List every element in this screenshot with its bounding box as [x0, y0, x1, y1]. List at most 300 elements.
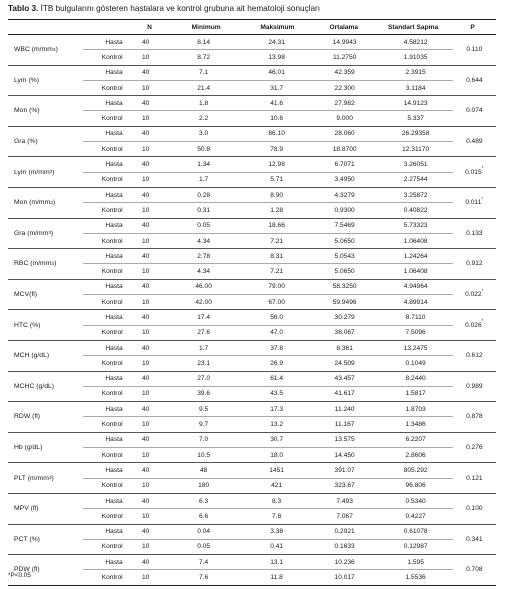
- mean-cell: 6.7071: [334, 161, 355, 169]
- minimum-cell: 39.6: [197, 390, 211, 398]
- maximum-cell: 12.98: [268, 161, 285, 169]
- minimum-cell: 21.4: [197, 84, 211, 92]
- table-row-group: [8, 463, 496, 494]
- maximum-cell: 79.00: [268, 283, 285, 291]
- minimum-cell: 50.8: [197, 145, 211, 153]
- p-value: 0.341: [466, 535, 483, 543]
- table-body: [8, 35, 496, 585]
- p-value: 0.011: [465, 199, 482, 207]
- minimum-cell: 7.1: [199, 69, 209, 77]
- group-name-cell: Hasta: [105, 436, 123, 444]
- table-row: [83, 494, 453, 508]
- group-subrows: [83, 280, 453, 310]
- std-dev-cell: 2.3915: [405, 69, 426, 77]
- n-cell: 10: [141, 298, 150, 306]
- parameter-name: PCT (%): [14, 535, 40, 543]
- p-value: 0.133: [466, 229, 483, 237]
- minimum-cell: 17.4: [197, 313, 211, 321]
- minimum-cell: 7.6: [199, 574, 209, 582]
- minimum-cell: 1.34: [197, 161, 211, 169]
- table-row: [83, 110, 453, 125]
- p-value-cell: 0.026 *: [465, 319, 484, 329]
- std-dev-cell: 8.7110: [405, 313, 426, 321]
- group-name-cell: Hasta: [105, 161, 123, 169]
- group-name-cell: Kontrol: [101, 421, 123, 429]
- table-row: [83, 263, 453, 278]
- maximum-cell: 47.0: [270, 329, 284, 337]
- table-row: [83, 416, 453, 431]
- parameter-cell: PLT (m/mm $^3$ ): [14, 474, 54, 482]
- std-dev-cell: 3.25872: [403, 191, 428, 199]
- group-name-cell: Kontrol: [101, 512, 123, 520]
- minimum-cell: 1.8: [199, 99, 209, 107]
- mean-cell: 7.067: [336, 512, 353, 520]
- hematology-table: [8, 19, 496, 586]
- group-name-cell: Kontrol: [101, 176, 123, 184]
- group-name-cell: Hasta: [105, 38, 123, 46]
- std-dev-cell: 7.5096: [405, 329, 426, 337]
- parameter-name: PLT (m/mm: [14, 474, 49, 482]
- maximum-cell: 37.8: [270, 344, 284, 352]
- mean-cell: 10.236: [334, 558, 355, 566]
- table-row: [83, 172, 453, 187]
- mean-cell: 38.067: [334, 329, 355, 337]
- n-cell: 40: [141, 99, 150, 107]
- minimum-cell: 0.28: [197, 191, 211, 199]
- n-cell: 40: [141, 161, 150, 169]
- std-dev-cell: 1.06408: [403, 268, 428, 276]
- p-value-cell: [453, 96, 496, 126]
- table-row-group: [8, 66, 496, 97]
- p-value: 0.074: [466, 107, 483, 115]
- parameter-cell: [8, 372, 83, 402]
- table-row: [83, 157, 453, 171]
- std-dev-cell: 1.5817: [405, 390, 426, 398]
- n-cell: 10: [141, 359, 150, 367]
- mean-cell: 0.1633: [334, 543, 355, 551]
- p-value-cell: [453, 127, 496, 157]
- p-value-cell: [453, 494, 496, 524]
- maximum-cell: 13.1: [270, 558, 284, 566]
- n-cell: 10: [141, 206, 150, 214]
- std-dev-cell: 0.5340: [405, 497, 426, 505]
- minimum-cell: 8.72: [197, 53, 211, 61]
- table-row-group: [8, 127, 496, 158]
- std-dev-cell: 14.9123: [403, 99, 428, 107]
- n-cell: 40: [141, 558, 150, 566]
- mean-cell: 28.060: [334, 130, 355, 138]
- table-row-group: [8, 494, 496, 525]
- std-dev-cell: 5.337: [407, 115, 424, 123]
- table-row-group: [8, 555, 496, 585]
- p-value-cell: [453, 35, 496, 65]
- n-cell: 10: [141, 115, 150, 123]
- mean-cell: 5.0543: [334, 252, 355, 260]
- std-dev-cell: 3.26051: [403, 161, 428, 169]
- group-name-cell: Kontrol: [101, 390, 123, 398]
- std-dev-cell: 6.2207: [405, 436, 426, 444]
- p-value-cell: 0.022 *: [465, 288, 484, 299]
- table-header-row: [8, 20, 496, 35]
- n-cell: 10: [141, 543, 150, 551]
- minimum-cell: 1.7: [199, 176, 209, 184]
- parameter-name: Gra (m/mm: [14, 229, 49, 237]
- group-subrows: [83, 219, 453, 249]
- group-name-cell: Hasta: [105, 466, 123, 474]
- parameter-name: MCHC (g/dL): [14, 382, 55, 390]
- maximum-cell: 46.01: [268, 69, 285, 77]
- std-dev-cell: 2.8606: [405, 451, 426, 459]
- std-dev-cell: 0.4227: [405, 512, 426, 520]
- table-row: [83, 310, 453, 324]
- mean-cell: 0.2921: [334, 528, 355, 536]
- p-value: 0.644: [466, 76, 483, 84]
- std-dev-cell: 26.29358: [401, 130, 430, 138]
- parameter-unit-close: ): [52, 168, 55, 176]
- std-dev-cell: 4.89914: [403, 298, 428, 306]
- parameter-cell: [8, 494, 83, 524]
- p-value-cell: [453, 463, 496, 493]
- n-cell: 40: [141, 405, 150, 413]
- n-cell: 10: [141, 329, 150, 337]
- n-cell: 10: [141, 512, 150, 520]
- parameter-name: MPV (fl): [14, 505, 39, 513]
- std-dev-cell: 2.27544: [403, 176, 428, 184]
- minimum-cell: 0.31: [197, 206, 211, 214]
- group-subrows: [83, 463, 453, 493]
- table-row: [83, 372, 453, 386]
- p-value-cell: [453, 372, 496, 402]
- std-dev-cell: 13.2475: [403, 344, 428, 352]
- std-dev-cell: 1.8703: [405, 405, 426, 413]
- group-name-cell: Kontrol: [101, 53, 123, 61]
- minimum-cell: 7.4: [199, 558, 209, 566]
- parameter-name: Gra (%): [14, 138, 38, 146]
- table-row: [83, 447, 453, 462]
- table-row-group: [8, 372, 496, 403]
- minimum-cell: 9.7: [199, 421, 209, 429]
- mean-cell: 391.07: [334, 466, 355, 474]
- parameter-name: WBC (m/mm: [14, 46, 53, 54]
- n-cell: 40: [141, 436, 150, 444]
- p-value: 0.026: [465, 321, 482, 329]
- table-row: [83, 49, 453, 64]
- n-cell: 40: [141, 69, 150, 77]
- parameter-cell: [8, 66, 83, 96]
- table-row-group: [8, 249, 496, 280]
- parameter-cell: WBC (m/mm $^3$ ): [14, 46, 58, 54]
- minimum-cell: 46.00: [195, 283, 212, 291]
- group-name-cell: Kontrol: [101, 451, 123, 459]
- maximum-cell: 18.0: [270, 451, 284, 459]
- table-row: [83, 280, 453, 294]
- mean-cell: 58.3250: [332, 283, 357, 291]
- parameter-cell: Gra (m/mm $^3$ ): [14, 229, 54, 237]
- mean-cell: 14.9943: [332, 38, 357, 46]
- std-dev-cell: 4.58212: [403, 38, 428, 46]
- maximum-cell: 78.9: [270, 145, 284, 153]
- minimum-cell: 42.00: [195, 298, 212, 306]
- minimum-cell: 4.34: [197, 268, 211, 276]
- minimum-cell: 9.5: [199, 405, 209, 413]
- table-row: [83, 141, 453, 156]
- std-dev-cell: 1.06408: [403, 237, 428, 245]
- group-name-cell: Kontrol: [101, 482, 123, 490]
- minimum-cell: 180: [198, 482, 210, 490]
- parameter-name: Lym (m/mm: [14, 168, 50, 176]
- table-row-group: [8, 219, 496, 250]
- maximum-cell: 41.6: [270, 99, 284, 107]
- n-cell: 10: [141, 574, 150, 582]
- parameter-name: Mon (%): [14, 107, 40, 115]
- std-dev-cell: 1.5536: [405, 574, 426, 582]
- n-cell: 40: [141, 344, 150, 352]
- maximum-cell: 26.9: [270, 359, 284, 367]
- mean-cell: 14.450: [334, 451, 355, 459]
- group-name-cell: Hasta: [105, 191, 123, 199]
- mean-cell: 30.279: [334, 313, 355, 321]
- parameter-unit-close: ): [51, 229, 54, 237]
- maximum-cell: 8.31: [270, 252, 284, 260]
- mean-cell: 22.300: [334, 84, 355, 92]
- header-maximum: Maksimum: [260, 23, 295, 31]
- n-cell: 40: [141, 130, 150, 138]
- group-name-cell: Hasta: [105, 130, 123, 138]
- table-row: [83, 539, 453, 554]
- p-value: 0.912: [466, 260, 483, 268]
- maximum-cell: 8.3: [272, 497, 282, 505]
- table-row-group: [8, 402, 496, 433]
- p-value: 0.612: [466, 352, 483, 360]
- table-row: [83, 219, 453, 233]
- group-name-cell: Hasta: [105, 283, 123, 291]
- group-subrows: [83, 494, 453, 524]
- table-row: [83, 508, 453, 523]
- group-subrows: [83, 35, 453, 65]
- group-name-cell: Hasta: [105, 69, 123, 77]
- parameter-cell: [8, 341, 83, 371]
- parameter-name: PDW (fl): [14, 566, 40, 574]
- std-dev-cell: 8.2440: [405, 375, 426, 383]
- std-dev-cell: 0.40822: [403, 206, 428, 214]
- table-row: [83, 325, 453, 340]
- p-value-cell: [453, 219, 496, 249]
- std-dev-cell: 805.292: [403, 466, 428, 474]
- maximum-cell: 0.41: [270, 543, 284, 551]
- std-dev-cell: 1.3486: [405, 421, 426, 429]
- parameter-cell: [8, 555, 83, 585]
- mean-cell: 43.457: [334, 375, 355, 383]
- group-name-cell: Kontrol: [101, 145, 123, 153]
- table-caption-text: İTB bulgularını gösteren hastalara ve kontrol grubuna ait hematoloji sonuçları: [38, 4, 321, 13]
- n-cell: 40: [141, 466, 150, 474]
- group-name-cell: Kontrol: [101, 359, 123, 367]
- p-value-cell: 0.011 *: [465, 196, 484, 207]
- maximum-cell: 86.10: [268, 130, 285, 138]
- minimum-cell: 48: [199, 466, 208, 474]
- mean-cell: 9.000: [336, 115, 353, 123]
- minimum-cell: 10.5: [197, 451, 211, 459]
- parameter-cell: [8, 127, 83, 157]
- header-p: P: [470, 23, 475, 31]
- group-name-cell: Hasta: [105, 375, 123, 383]
- maximum-cell: 18.66: [268, 222, 285, 230]
- p-value: 0.989: [466, 382, 483, 390]
- n-cell: 10: [141, 176, 150, 184]
- mean-cell: 11.167: [334, 421, 355, 429]
- table-row: [83, 80, 453, 95]
- table-row-group: [8, 310, 496, 341]
- std-dev-cell: 0.61078: [403, 528, 428, 536]
- n-cell: 40: [141, 283, 150, 291]
- n-cell: 40: [141, 497, 150, 505]
- table-row: [83, 525, 453, 539]
- group-subrows: [83, 310, 453, 340]
- minimum-cell: 3.0: [199, 130, 209, 138]
- maximum-cell: 3.38: [270, 528, 284, 536]
- p-value-cell: [453, 249, 496, 279]
- mean-cell: 13.575: [334, 436, 355, 444]
- minimum-cell: 0.04: [197, 528, 211, 536]
- n-cell: 40: [141, 375, 150, 383]
- maximum-cell: 31.7: [270, 84, 284, 92]
- p-value-cell: [453, 66, 496, 96]
- maximum-cell: 7.21: [270, 268, 284, 276]
- n-cell: 40: [141, 191, 150, 199]
- p-value-cell: [453, 433, 496, 463]
- table-row: [83, 355, 453, 370]
- parameter-cell: [8, 402, 83, 432]
- p-value: 0.878: [466, 413, 483, 421]
- group-name-cell: Kontrol: [101, 574, 123, 582]
- maximum-cell: 24.31: [268, 38, 285, 46]
- parameter-cell: [8, 96, 83, 126]
- std-dev-cell: 1.595: [407, 558, 424, 566]
- minimum-cell: 6.6: [199, 512, 209, 520]
- group-name-cell: Kontrol: [101, 298, 123, 306]
- group-subrows: [83, 525, 453, 555]
- table-row-group: [8, 157, 496, 188]
- mean-cell: 7.493: [336, 497, 353, 505]
- minimum-cell: 6.3: [199, 497, 209, 505]
- group-subrows: [83, 555, 453, 585]
- n-cell: 10: [141, 237, 150, 245]
- table-row: [83, 555, 453, 569]
- p-value: 0.015: [465, 168, 482, 176]
- parameter-cell: [8, 433, 83, 463]
- group-subrows: [83, 188, 453, 218]
- table-row: [83, 463, 453, 477]
- n-cell: 10: [141, 482, 150, 490]
- n-cell: 10: [141, 390, 150, 398]
- table-row: [83, 127, 453, 141]
- mean-cell: 10.017: [334, 574, 355, 582]
- mean-cell: 5.0650: [334, 268, 355, 276]
- std-dev-cell: 4.94964: [403, 283, 428, 291]
- parameter-cell: [8, 525, 83, 555]
- group-name-cell: Kontrol: [101, 84, 123, 92]
- minimum-cell: 8.14: [197, 38, 211, 46]
- std-dev-cell: 96.806: [405, 482, 426, 490]
- p-value: 0.489: [466, 138, 483, 146]
- std-dev-cell: 1.91035: [403, 53, 428, 61]
- group-name-cell: Hasta: [105, 405, 123, 413]
- n-cell: 40: [141, 528, 150, 536]
- std-dev-cell: 0.12987: [403, 543, 428, 551]
- group-name-cell: Hasta: [105, 344, 123, 352]
- p-value-cell: [453, 402, 496, 432]
- parameter-name: MCH (g/dL): [14, 352, 50, 360]
- n-cell: 10: [141, 451, 150, 459]
- parameter-unit-close: ): [54, 260, 57, 268]
- p-value-cell: [453, 341, 496, 371]
- parameter-name: Hb (g/dL): [14, 444, 43, 452]
- group-name-cell: Hasta: [105, 497, 123, 505]
- minimum-cell: 7.0: [199, 436, 209, 444]
- header-std-dev: Standart Sapma: [387, 23, 439, 31]
- table-caption: [8, 4, 320, 13]
- mean-cell: 323.67: [334, 482, 355, 490]
- group-name-cell: Hasta: [105, 222, 123, 230]
- table-row-group: [8, 525, 496, 556]
- minimum-cell: 1.7: [199, 344, 209, 352]
- minimum-cell: 0.05: [197, 222, 211, 230]
- group-subrows: [83, 66, 453, 96]
- table-row: [83, 478, 453, 493]
- mean-cell: 11.240: [334, 405, 355, 413]
- group-name-cell: Hasta: [105, 313, 123, 321]
- p-value: 0.022: [465, 291, 482, 299]
- table-row: [83, 433, 453, 447]
- parameter-cell: Mon (m/mm $^3$ ): [14, 199, 56, 207]
- group-name-cell: Hasta: [105, 252, 123, 260]
- group-subrows: [83, 433, 453, 463]
- table-row: [83, 294, 453, 309]
- std-dev-cell: 12.31170: [402, 145, 430, 153]
- maximum-cell: 43.5: [270, 390, 284, 398]
- table-row: [83, 386, 453, 401]
- group-subrows: [83, 157, 453, 187]
- maximum-cell: 30.7: [270, 436, 284, 444]
- n-cell: 10: [141, 421, 150, 429]
- p-value-cell: [453, 555, 496, 585]
- header-mean: Ortalama: [329, 23, 359, 31]
- table-row-group: [8, 35, 496, 66]
- group-name-cell: Kontrol: [101, 329, 123, 337]
- parameter-unit-close: ): [51, 474, 54, 482]
- parameter-unit-close: ): [55, 46, 58, 54]
- maximum-cell: 1451: [269, 466, 284, 474]
- p-value-cell: [453, 525, 496, 555]
- mean-cell: 24.509: [334, 359, 355, 367]
- table-row: [83, 35, 453, 49]
- n-cell: 10: [141, 53, 150, 61]
- std-dev-cell: 5.73323: [403, 222, 428, 230]
- minimum-cell: 2.78: [197, 252, 211, 260]
- group-name-cell: Kontrol: [101, 543, 123, 551]
- minimum-cell: 2.2: [199, 115, 209, 123]
- maximum-cell: 11.8: [270, 574, 283, 582]
- maximum-cell: 7.8: [272, 512, 282, 520]
- table-row: [83, 96, 453, 110]
- minimum-cell: 27.0: [197, 375, 211, 383]
- mean-cell: 5.0650: [334, 237, 355, 245]
- maximum-cell: 61.4: [270, 375, 284, 383]
- table-row-group: [8, 188, 496, 219]
- minimum-cell: 23.1: [197, 359, 211, 367]
- table-row-group: [8, 280, 496, 311]
- mean-cell: 8.361: [336, 344, 353, 352]
